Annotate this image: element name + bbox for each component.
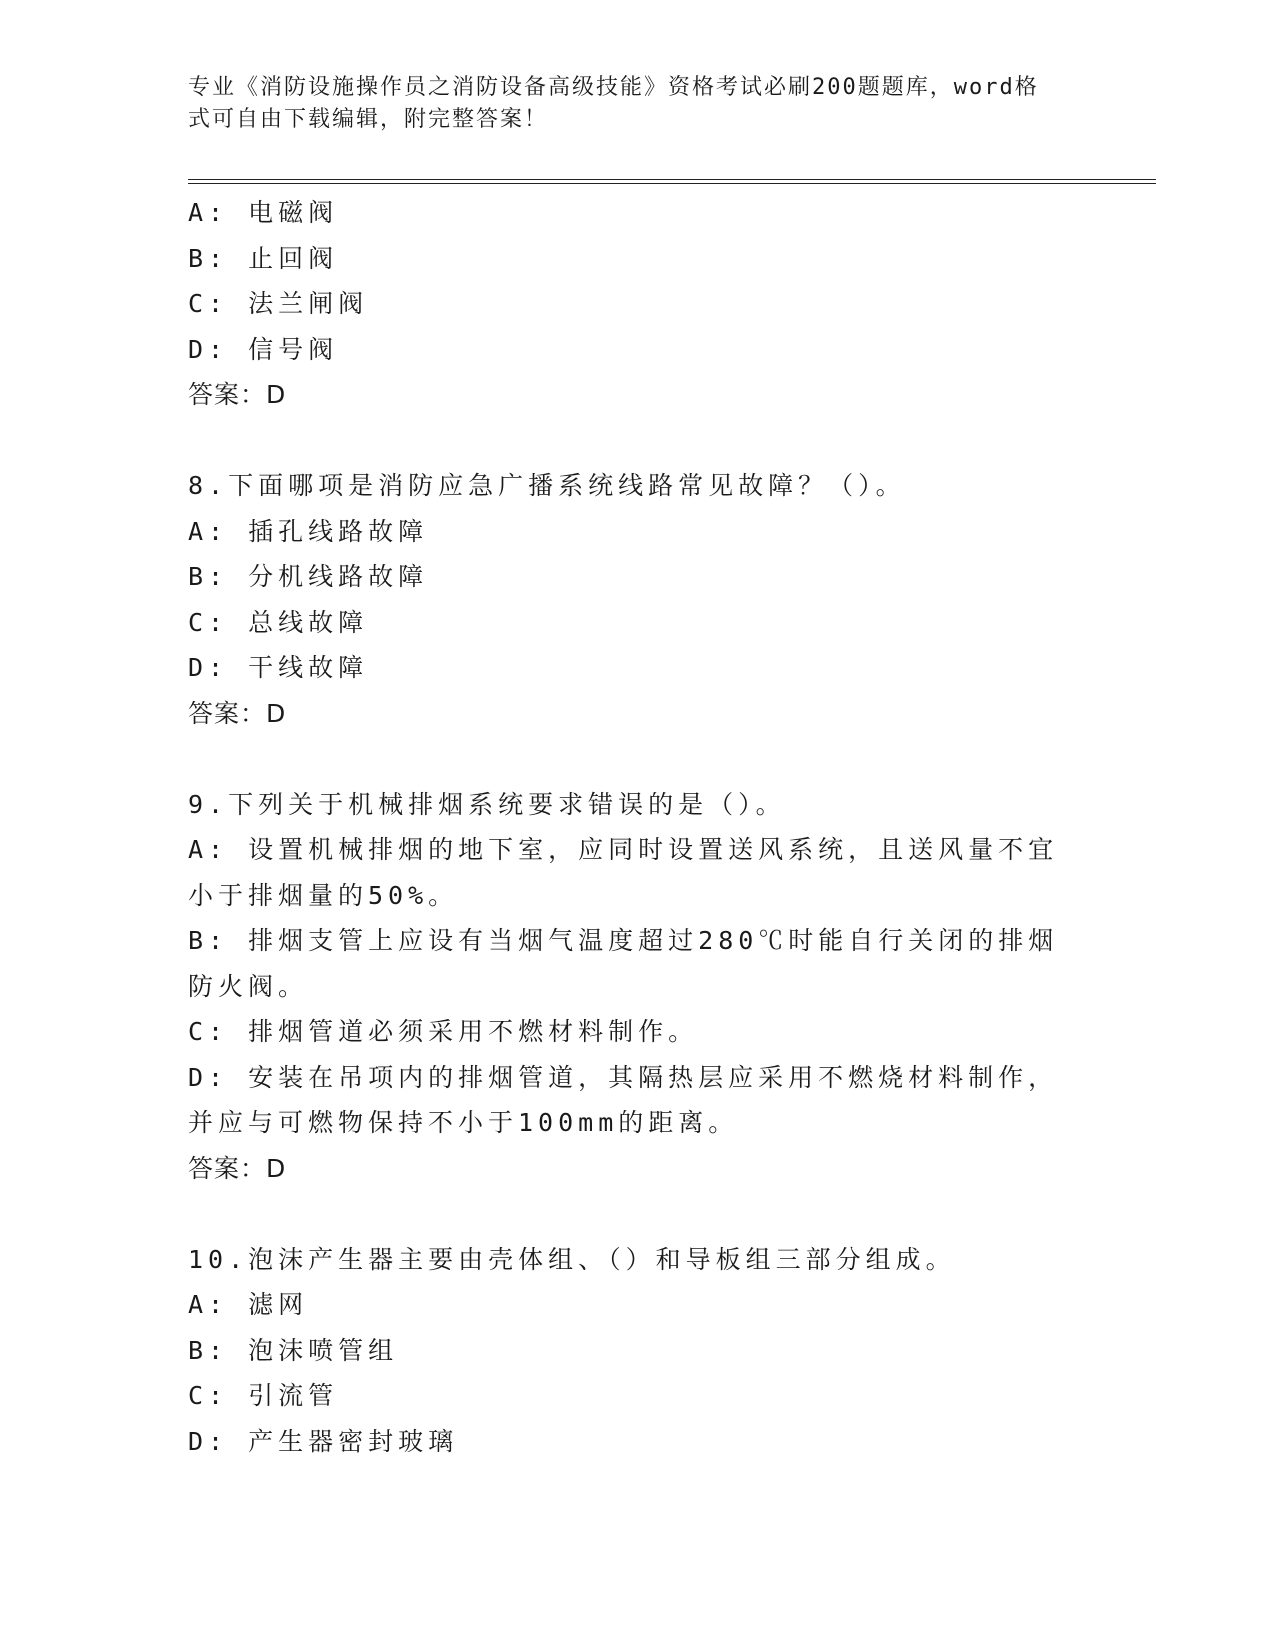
option-c: C: 总线故障 (188, 607, 369, 637)
header-line-1: 专业《消防设施操作员之消防设备高级技能》资格考试必刷200题题库，word格 (188, 75, 1039, 100)
spacer (188, 418, 1088, 464)
option-b: B: 排烟支管上应设有当烟气温度超过280℃时能自行关闭的排烟防火阀。 (188, 926, 1059, 1001)
option-d: D: 安装在吊项内的排烟管道，其隔热层应采用不燃烧材料制作，并应与可燃物保持不小于100mm的距离。 (188, 1062, 1059, 1137)
answer: 答案：D (188, 1153, 287, 1183)
question-8 (188, 463, 1088, 736)
option-c: C: 排烟管道必须采用不燃材料制作。 (188, 1017, 699, 1046)
option-d: D: 信号阀 (188, 334, 339, 364)
document-header (188, 72, 1068, 136)
option-c: C: 引流管 (188, 1381, 339, 1410)
question-7 (188, 190, 1088, 418)
option-b: B: 分机线路故障 (188, 562, 429, 591)
option-a: A: 滤网 (188, 1290, 309, 1319)
option-a: A: 插孔线路故障 (188, 516, 429, 546)
option-b: B: 泡沫喷管组 (188, 1335, 399, 1365)
question-text: 9.下列关于机械排烟系统要求错误的是（）。 (188, 789, 786, 819)
spacer (188, 736, 1088, 782)
question-10 (188, 1237, 1088, 1465)
question-text: 8.下面哪项是消防应急广播系统线路常见故障？（）。 (188, 471, 906, 500)
question-9 (188, 782, 1088, 1192)
spacer (188, 1191, 1088, 1237)
header-divider-top (188, 179, 1156, 180)
answer: 答案：D (188, 698, 287, 728)
answer: 答案：D (188, 380, 287, 409)
option-d: D: 干线故障 (188, 653, 369, 682)
header-divider-bottom (188, 183, 1156, 184)
question-text: 10.泡沫产生器主要由壳体组、（）和导板组三部分组成。 (188, 1244, 956, 1274)
option-a: A: 设置机械排烟的地下室，应同时设置送风系统，且送风量不宜小于排烟量的50%。 (188, 835, 1059, 910)
option-d: D: 产生器密封玻璃 (188, 1426, 459, 1456)
option-a: A: 电磁阀 (188, 198, 339, 227)
header-line-2: 式可自由下载编辑，附完整答案！ (188, 107, 549, 132)
question-list (188, 190, 1088, 1464)
option-b: B: 止回阀 (188, 243, 339, 273)
option-c: C: 法兰闸阀 (188, 289, 369, 318)
